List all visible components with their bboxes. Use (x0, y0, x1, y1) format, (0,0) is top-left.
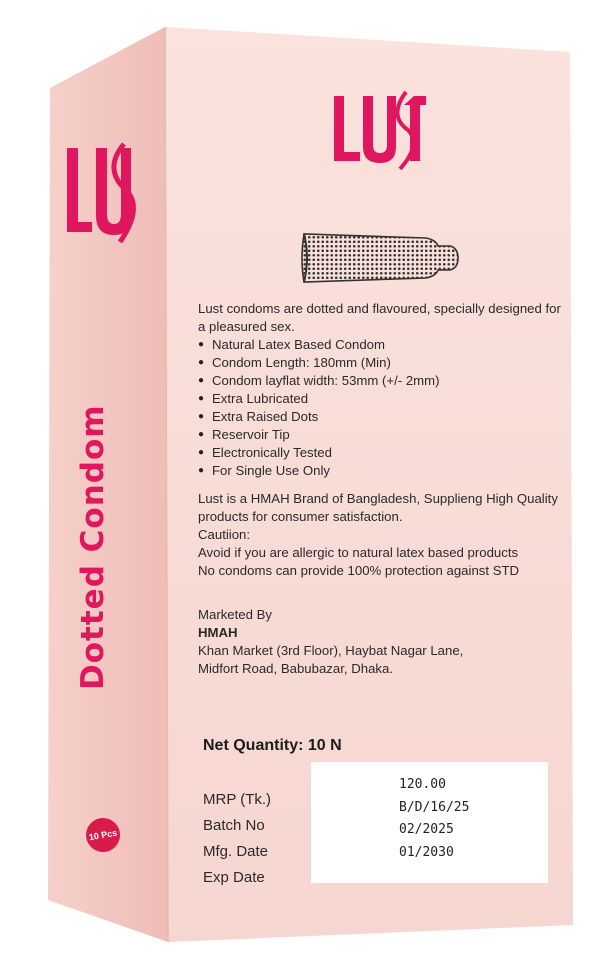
caution-line: Avoid if you are allergic to natural latex based products (198, 545, 519, 560)
list-item: ● Condom layflat width: 53mm (+/- 2mm) (198, 372, 568, 390)
brand-info: Lust is a HMAH Brand of Bangladesh, Supplieng High Quality products for consumer satisfaction. (198, 491, 558, 524)
side-product-name: Dotted Condom (75, 404, 111, 690)
mrp-label: MRP (Tk.) (203, 791, 272, 808)
marketer-section (198, 606, 568, 678)
list-item: ● Reservoir Tip (198, 426, 568, 444)
side-lust-logo (62, 140, 142, 245)
marketer-address-line: Khan Market (3rd Floor), Haybat Nagar Lane, (198, 643, 464, 658)
feature-list (198, 336, 568, 480)
list-item: ● Extra Lubricated (198, 390, 568, 408)
print-info-box (311, 762, 548, 883)
dotted-condom-illustration (298, 226, 460, 290)
batch-value: B/D/16/25 (399, 799, 470, 815)
exp-date-label: Exp Date (203, 869, 265, 886)
front-lust-logo (330, 90, 430, 170)
exp-date-value: 01/2030 (399, 844, 454, 860)
pack-count-badge: 10 Pcs (83, 815, 122, 854)
list-item: ● Natural Latex Based Condom (198, 336, 568, 354)
caution-section (198, 526, 568, 580)
mrp-value: 120.00 (399, 777, 446, 792)
list-item: ● Condom Length: 180mm (Min) (198, 354, 568, 372)
marketer-name: HMAH (198, 625, 238, 640)
product-description: Lust condoms are dotted and flavoured, specially designed for a pleasured sex. (198, 301, 561, 334)
front-panel-text (198, 300, 568, 678)
list-item: ● Extra Raised Dots (198, 408, 568, 426)
caution-title: Cautiion: (198, 527, 251, 542)
list-item: ● For Single Use Only (198, 462, 568, 480)
mfg-date-value: 02/2025 (399, 822, 454, 837)
net-quantity: Net Quantity: 10 N (203, 737, 342, 754)
marketer-address-line: Midfort Road, Babubazar, Dhaka. (198, 661, 393, 676)
list-item: ● Electronically Tested (198, 444, 568, 462)
info-labels (203, 787, 271, 891)
mfg-date-label: Mfg. Date (203, 843, 269, 860)
caution-line: No condoms can provide 100% protection against STD (198, 563, 520, 578)
marketed-by-label: Marketed By (198, 607, 273, 622)
batch-label: Batch No (203, 817, 265, 834)
